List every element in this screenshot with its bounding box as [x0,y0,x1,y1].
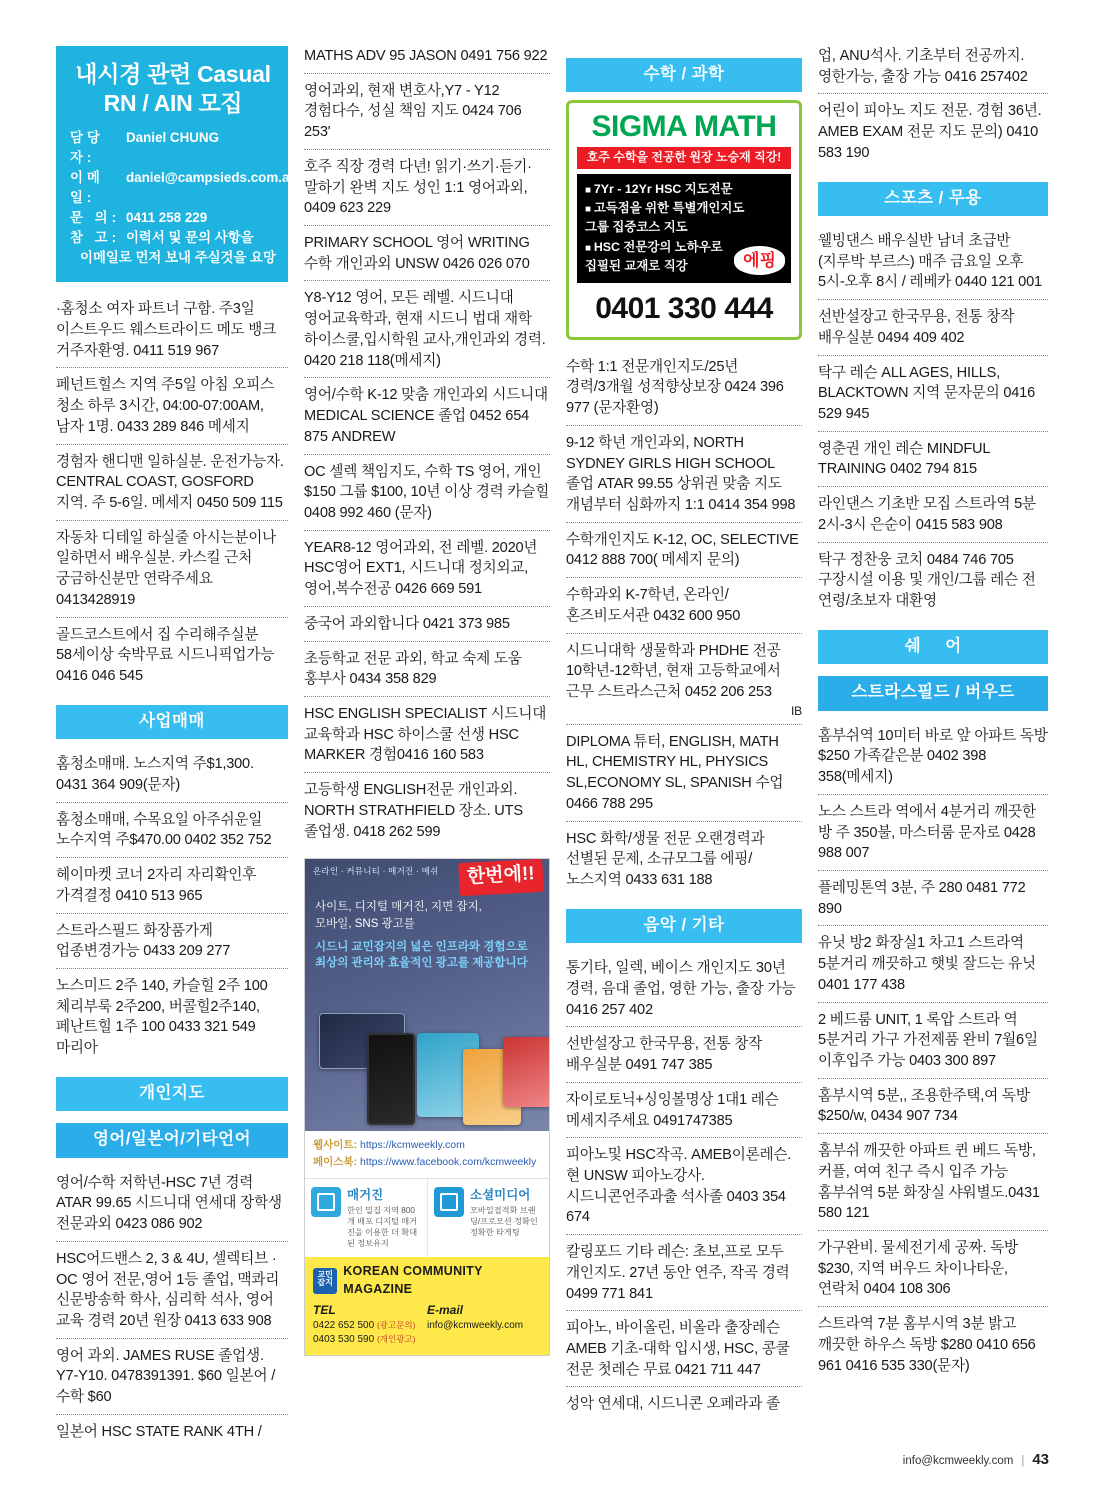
list-item: 홈부쉬역 10미터 바로 앞 아파트 독방 $250 가족같은분 0402 398 358(메세지) [818,719,1048,795]
sigma-point-2: ■ 고득점을 위한 특별개인지도 [585,199,785,218]
list-item: 영어/수학 저학년-HSC 7년 경력 ATAR 99.65 시드니대 연세대 장학생 전문과외 0423 086 902 [56,1166,288,1242]
list-item: MATHS ADV 95 JASON 0491 756 922 [304,46,550,74]
magazine-icon [311,1187,341,1217]
column-3 [566,46,802,1413]
page-number: 43 [1032,1451,1049,1468]
sigma-location-badge: 에핑 [734,246,785,275]
list-item: HSC 화학/생물 전문 오랜경력과 선별된 문제, 소규모그룹 에핑/노스지역 0433 631 188 [566,830,765,889]
category-header-tutoring: 개인지도 [56,1077,288,1111]
promo-caption-hl: 시드니 교민잡지의 넓은 인프라와 경험으로 [315,940,528,953]
promo-feature-magazine-title: 매거진 [347,1187,384,1202]
sigma-math-ad[interactable] [566,100,802,339]
sigma-point-4: ■ HSC 전문강의 노하우로 [585,238,785,257]
contact-row-manager: 담당자: Daniel CHUNG [70,129,220,165]
list-item: 스트라스필드 화장품가게 업종변경가능 0433 209 277 [56,914,288,969]
category-header-share: 쉐 어 [818,630,1048,664]
list-item: 홈부쉬 깨끗한 아파트 퀸 베드 독방, 커플, 여여 친구 즉시 입주 가능 홈부쉬역 5분 화장실 샤워별도.0431 580 121 [818,1134,1048,1231]
featured-contact-ad [56,46,298,282]
contact-row-email: 이메일: daniel@campsieds.com.au [70,169,298,205]
sigma-math-points [577,174,791,283]
promo-device-mockups [313,975,541,1125]
promo-feature-social-desc: 모바일접적화 브랜딩/프로모션 정확인 정확한 타게팅 [470,1205,538,1237]
list-item: DIPLOMA 튜터, ENGLISH, MATH HL, CHEMISTRY HL, PHYSICS SL,ECONOMY SL, SPANISH 수업 0466 788 295 [566,725,802,822]
list-item: 노스미드 2주 140, 카슬힐 2주 100 체리부룩 2주200, 버콜힐2주140, 페난트힐 1주 100 0433 321 549 마리아 [56,977,268,1057]
list-item: 선반설장고 한국무용, 전통 창작 배우실분 0491 747 385 [566,1027,802,1082]
category-header-music: 음악 / 기타 [566,909,802,943]
list-item: HSC ENGLISH SPECIALIST 시드니대 교육학과 HSC 하이스쿨 선생 HSC MARKER 경험0416 160 583 [304,697,550,773]
list-item: 홈청소매매. 노스지역 주$1,300. 0431 364 909(문자) [56,747,288,802]
footer-separator: | [1021,1455,1025,1467]
list-item: 수학개인지도 K-12, OC, SELECTIVE 0412 888 700( 메세지 문의) [566,523,802,578]
list-item: 페넌트힐스 지역 주5일 아침 오피스 청소 하루 3시간, 04:00-07:00AM, 남자 1명. 0433 289 846 메세지 [56,368,288,444]
list-item: 업, ANU석사. 기초부터 전공까지. 영한가능, 출장 가능 0416 257402 [818,46,1048,94]
list-item: 가구완비. 물세전기세 공짜. 독방 $230, 지역 버우드 차이나타운, 연락처 0404 108 306 [818,1231,1048,1307]
promo-facebook-link[interactable]: https://www.facebook.com/kcmweekly [360,1156,537,1169]
promo-caption-hl2: 최상의 관리와 효율적인 광고를 제공합니다 [315,957,528,970]
list-item: 웰빙댄스 배우실반 남녀 초급반 (지루박 부르스) 매주 금요일 오후 5시-오후 8시 / 레베카 0440 121 001 [818,224,1048,300]
list-item: 홈청소매매, 수목요일 아주쉬운일 노수지역 주$470.00 0402 352 752 [56,803,288,858]
contact-row-note: 참 고: 이력서 및 문의 사항을 [70,230,254,246]
ib-note: IB [566,703,802,725]
list-item: 칼링포드 기타 레슨: 초보,프로 모두 개인지도. 27년 동안 연주, 작곡 경력 0499 771 841 [566,1235,802,1311]
promo-tags: 온라인 · 커뮤니티 · 매거진 · 메쉬 [313,866,439,877]
list-item: 노스 스트라 역에서 4분거리 깨끗한 방 주 350불, 마스터룸 문자로 0428 988 007 [818,795,1048,871]
list-item: 탁구 정찬웅 코치 0484 746 705 구장시설 이용 및 개인/그룹 레슨 전 연령/초보자 대환영 [818,551,1036,610]
list-item: 영어과외, 현재 변호사,Y7 - Y12 경험다수, 성실 책임 지도 0424 706 253' [304,74,550,150]
list-item: 영춘권 개인 레슨 MINDFUL TRAINING 0402 794 815 [818,432,1048,487]
promo-tel-block: TEL 0422 652 500 (광고문의) 0403 530 590 (개인광고) [313,1303,416,1346]
promo-feature-magazine-desc: 한인 밀집 지역 800개 배포 디지털 매거진을 이용한 더 확대된 정보유지 [347,1205,418,1248]
list-item: 성악 연세대, 시드니콘 오페라과 졸 [566,1396,780,1413]
list-item: 일본어 HSC STATE RANK 4TH / [56,1423,262,1440]
sigma-point-5: 집필된 교재로 직강 [585,258,688,273]
list-item: Y8-Y12 영어, 모든 레벨. 시드니대 영어교육학과, 현재 시드니 법대 재학 하이스쿨,입시학원 교사,개인과외 경력. 0420 218 118(메세지) [304,281,550,378]
sigma-math-phone: 0401 330 444 [595,292,773,326]
column-2 [304,46,550,1406]
list-item: 선반설장고 한국무용, 전통 창작 배우실분 0494 409 402 [818,300,1048,355]
list-item: 피아노및 HSC작곡. AMEB이론레슨. 현 UNSW 피아노강사. 시드니콘언주과출 석사졸 0403 354 674 [566,1138,802,1235]
category-header-strathfield-burwood: 스트라스필드 / 버우드 [818,676,1048,710]
list-item: 어린이 피아노 지도 전문. 경험 36년. AMEB EXAM 전문 지도 문의) 0410 583 190 [818,103,1042,161]
promo-caption-line2: 모바일, SNS 광고를 [315,917,415,930]
list-item: 초등학교 전문 과외, 학교 숙제 도움 홍부사 0434 358 829 [304,642,550,697]
contact-row-phone: 문 의: 0411 258 229 [70,209,208,225]
category-header-business: 사업매매 [56,705,288,739]
list-item: 헤이마켓 코너 2자리 자리확인후 가격결정 0410 513 965 [56,858,288,913]
promo-features [305,1178,549,1257]
list-item: ·홈청소 여자 파트너 구함. 주3일 이스트우드 웨스트라이드 메도 뱅크 거주자환영. 0411 519 967 [56,292,288,368]
promo-tel-1: 0422 652 500 [313,1320,375,1332]
promo-links [305,1131,549,1178]
list-item: 9-12 학년 개인과외, NORTH SYDNEY GIRLS HIGH SCHOOL 졸업 ATAR 99.55 상위권 맞춤 지도 개념부터 심화까지 1:1 0414 354 998 [566,426,802,523]
list-item: 통기타, 일렉, 베이스 개인지도 30년 경력, 음대 졸업, 영한 가능, 출장 가능 0416 257 402 [566,951,802,1027]
column-1 [56,46,298,1440]
promo-website-row: 웹사이트: https://kcmweekly.com [313,1139,465,1152]
list-item: 홈부시역 5분,, 조용한주택,여 독방 $250/w, 0434 907 734 [818,1079,1048,1134]
list-item: YEAR8-12 영어과외, 전 레벨. 2020년 HSC영어 EXT1, 시드니대 정치외교, 영어,복수전공 0426 669 591 [304,531,550,607]
contact-ad-title [70,60,276,118]
contact-ad-title-line2: RN / AIN 모집 [103,89,243,116]
promo-email[interactable]: info@kcmweekly.com [427,1320,524,1332]
list-item: 중국어 과외합니다 0421 373 985 [304,607,550,642]
promo-contact-bar [305,1257,549,1355]
contact-note: 이메일로 먼저 보내 주실것을 요망 [80,250,276,266]
list-item: 스트라역 7분 홈부시역 3분 밝고 깨끗한 하우스 독방 $280 0410 656 961 0416 535 330(문자) [818,1316,1036,1374]
promo-facebook-row: 페이스북: https://www.facebook.com/kcmweekly [313,1156,537,1169]
list-item: 유닛 방2 화장실1 차고1 스트라역 5분거리 깨끗하고 햇빛 잘드는 유닛 0401 177 438 [818,926,1048,1002]
list-item: 플레밍톤역 3분, 주 280 0481 772 890 [818,871,1048,926]
list-item: 시드니대학 생물학과 PHDHE 전공 10학년-12학년, 현재 고등학교에서 근무 스트라스근처 0452 206 253 [566,642,781,700]
sigma-math-title: SIGMA MATH [591,110,777,144]
promo-hero [305,859,549,1131]
category-header-math-science: 수학 / 과학 [566,58,802,92]
promo-magazine-mockup-3 [503,1037,549,1107]
promo-brand-name: KOREAN COMMUNITY MAGAZINE [343,1263,483,1296]
list-item: 자이로토닉+싱잉볼명상 1대1 레슨 메세지주세요 0491747385 [566,1083,802,1138]
list-item: 경험자 핸디맨 일하실분. 운전가능자. CENTRAL COAST, GOSFORD 지역. 주 5-6일. 메세지 0450 509 115 [56,445,288,521]
list-item: 수학과외 K-7학년, 온라인/혼즈비도서관 0432 600 950 [566,578,802,633]
column-4 [818,46,1048,1406]
list-item: 자동차 디테일 하실줄 아시는분이나 일하면서 배우실분. 카스킬 근처 궁금하신분만 연락주세요 0413428919 [56,521,288,618]
category-header-languages: 영어/일본어/기타언어 [56,1123,288,1157]
kcm-logo: 교민 잡지 [313,1268,337,1294]
promo-caption [315,899,541,972]
promo-phone-mockup [367,1033,415,1125]
promo-feature-magazine [305,1179,427,1257]
page-footer [903,1451,1049,1468]
category-header-sports-dance: 스포츠 / 무용 [818,182,1048,216]
list-item: 영어 과외. JAMES RUSE 졸업생. Y7-Y10. 0478391391. $60 일본어 / 수학 $60 [56,1339,288,1415]
list-item: 라인댄스 기초반 모집 스트라역 5분 2시-3시 은순이 0415 583 908 [818,487,1048,542]
list-item: HSC어드밴스 2, 3 & 4U, 셀렉티브 · OC 영어 전문,영어 1등 졸업, 맥콰리 신문방송학 학사, 심리학 석사, 영어 교육 경력 20년 원장 0413 633 908 [56,1242,288,1339]
magazine-promo-ad[interactable] [304,858,550,1356]
list-item: OC 셀렉 책임지도, 수학 TS 영어, 개인 $150 그룹 $100, 10년 이상 경력 카슬힐 0408 992 460 (문자) [304,455,550,531]
list-item: 골드코스트에서 집 수리해주실분 58세이상 숙박무료 시드니픽업가능 0416 046 545 [56,626,275,685]
list-item: 호주 직장 경력 다년! 읽기·쓰기·듣기·말하기 완벽 지도 성인 1:1 영어과외, 0409 623 229 [304,150,550,226]
promo-website-link[interactable]: https://kcmweekly.com [360,1139,465,1152]
list-item: 탁구 레슨 ALL AGES, HILLS, BLACKTOWN 지역 문자문의 0416 529 945 [818,356,1048,432]
list-item: 영어/수학 K-12 맞춤 개인과외 시드니대 MEDICAL SCIENCE 졸업 0452 654 875 ANDREW [304,378,550,454]
list-item: 고등학생 ENGLISH전문 개인과외. NORTH STRATHFIELD 장소. UTS 졸업생. 0418 262 599 [304,782,523,840]
promo-feature-social-title: 소셜미디어 [470,1187,531,1202]
promo-brand [313,1263,541,1299]
social-media-icon [434,1187,464,1217]
promo-feature-social [427,1179,549,1257]
sigma-point-3: 그룹 집중코스 지도 [585,220,688,235]
list-item: 피아노, 바이올린, 비올라 출장레슨 AMEB 기초-대학 입시생, HSC, 콩쿨 전문 첫레슨 무료 0421 711 447 [566,1311,802,1387]
footer-email: info@kcmweekly.com [902,1455,1014,1467]
promo-tel-2: 0403 530 590 [313,1334,375,1346]
columns-container [56,46,1049,1440]
list-item: 2 베드룸 UNIT, 1 록압 스트라 역 5분거리 가구 가전제품 완비 7월6일 이후입주 가능 0403 300 897 [818,1003,1048,1079]
promo-email-block: E-mail info@kcmweekly.com [427,1302,541,1347]
sigma-point-1: ■ 7Yr - 12Yr HSC 지도전문 [585,180,785,199]
contact-ad-title-line1: 내시경 관련 Casual [75,61,271,87]
promo-caption-line1: 사이트, 디지털 매거진, 지면 잡지, [315,901,482,914]
promo-badge: 한번에!! [458,859,543,896]
sigma-math-subtitle: 호주 수학을 전공한 원장 노숭재 직강! [577,147,791,169]
list-item: 수학 1:1 전문개인지도/25년 경력/3개월 성적향상보장 0424 396 977 (문자환영) [566,350,802,426]
list-item: PRIMARY SCHOOL 영어 WRITING 수학 개인과외 UNSW 0426 026 070 [304,226,550,281]
